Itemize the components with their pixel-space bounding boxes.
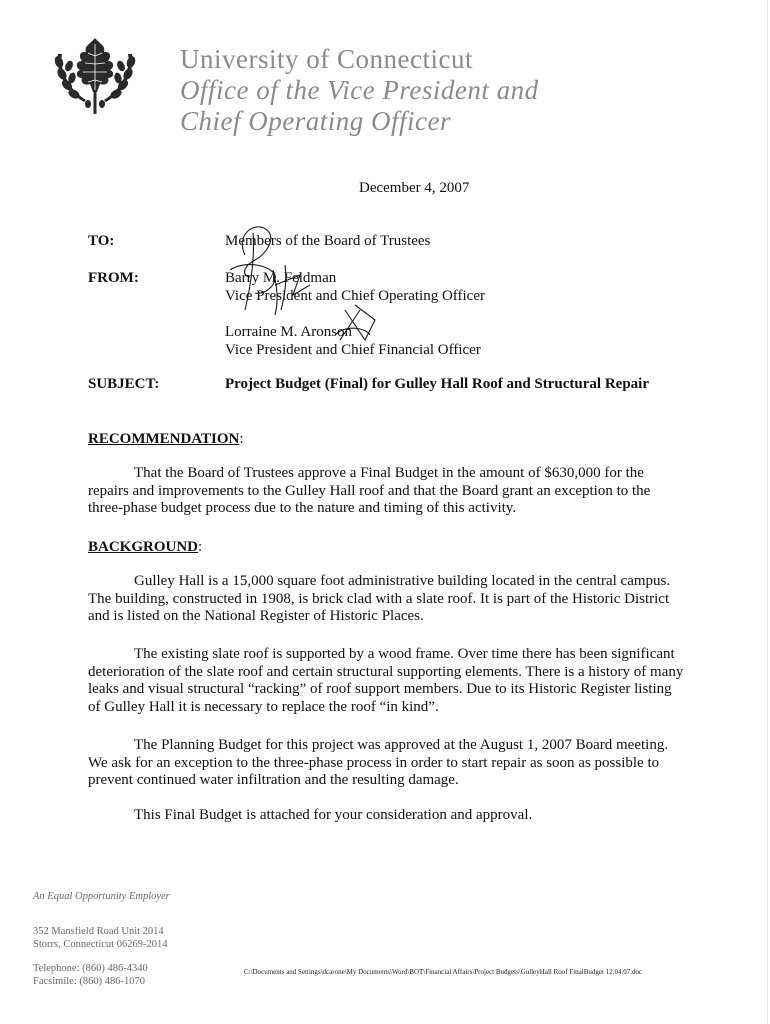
background-text-3: The Planning Budget for this project was approved at the August 1, 2007 Board meeting. We ask for an exception to the three-phase process in order to start repair as soon as possible to prevent continued water infiltration and the resulting damage.: [88, 737, 669, 788]
memo-date: December 4, 2007: [359, 180, 470, 196]
address-block: [33, 925, 167, 951]
background-paragraph-2: [88, 646, 684, 716]
document-file-path: C:\Documents and Settings\dcarone\My Documents\Word\BOT\Financial Affairs\Project Budgets\GulleyHall Roof FinalBudget 12.04.07.doc: [244, 968, 643, 976]
institution-name: University of Connecticut: [180, 44, 473, 74]
recommendation-heading-row: [88, 431, 244, 448]
background-heading: BACKGROUND: [88, 539, 199, 555]
background-paragraph-1: [88, 573, 684, 626]
from-name-1: Barry M. Feldman: [225, 270, 337, 286]
office-line-2: Chief Operating Officer: [180, 106, 451, 136]
background-text-2: The existing slate roof is supported by a wood frame. Over time there has been significant deterioration of the slate roof and certain structural supporting elements. There is a history of many leaks and visual structural “racking” of roof support members. Due to its Historic Register listing of Gulley Hall it is necessary to replace the roof “in kind”.: [88, 646, 684, 715]
subject-value: Project Budget (Final) for Gulley Hall Roof and Structural Repair: [225, 376, 649, 392]
background-heading-colon: :: [198, 539, 203, 555]
subject-label: SUBJECT:: [88, 376, 160, 392]
scan-edge-line: [767, 0, 768, 1024]
background-paragraph-4: [88, 807, 684, 825]
recommendation-heading: RECOMMENDATION: [88, 431, 240, 447]
contact-block: [33, 962, 148, 988]
from-name-2: Lorraine M. Aronson: [225, 324, 353, 340]
to-label: TO:: [88, 233, 115, 249]
from-label: FROM:: [88, 270, 139, 286]
recommendation-heading-colon: :: [239, 431, 244, 447]
recommendation-paragraph: [88, 465, 684, 518]
address-line-2: Storrs, Connecticut 06269-2014: [33, 939, 168, 950]
background-heading-row: [88, 539, 202, 556]
background-paragraph-3: [88, 737, 684, 790]
background-text-1: Gulley Hall is a 15,000 square foot administrative building located in the central campus. The building, constructed in 1908, is brick clad with a slate roof. It is part of the Historic District and is listed on the National Register of Historic Places.: [88, 573, 671, 624]
address-line-1: 352 Mansfield Road Unit 2014: [33, 926, 164, 937]
university-seal-logo: [50, 34, 140, 124]
facsimile: Facsimile: (860) 486-1070: [33, 976, 145, 987]
from-title-2: Vice President and Chief Financial Officer: [225, 342, 481, 358]
equal-opportunity-statement: An Equal Opportunity Employer: [33, 891, 170, 902]
background-text-4: This Final Budget is attached for your consideration and approval.: [134, 807, 533, 823]
from-title-1: Vice President and Chief Operating Officer: [225, 288, 485, 304]
recommendation-text: That the Board of Trustees approve a Final Budget in the amount of $630,000 for the repairs and improvements to the Gulley Hall roof and that the Board grant an exception to the three-phase budget process due to the nature and timing of this activity.: [88, 465, 651, 516]
letterhead: [180, 44, 539, 137]
telephone: Telephone: (860) 486-4340: [33, 963, 148, 974]
oak-leaf-seal-icon: [50, 34, 140, 124]
office-line-1: Office of the Vice President and: [180, 75, 539, 105]
to-value: Members of the Board of Trustees: [225, 233, 431, 249]
